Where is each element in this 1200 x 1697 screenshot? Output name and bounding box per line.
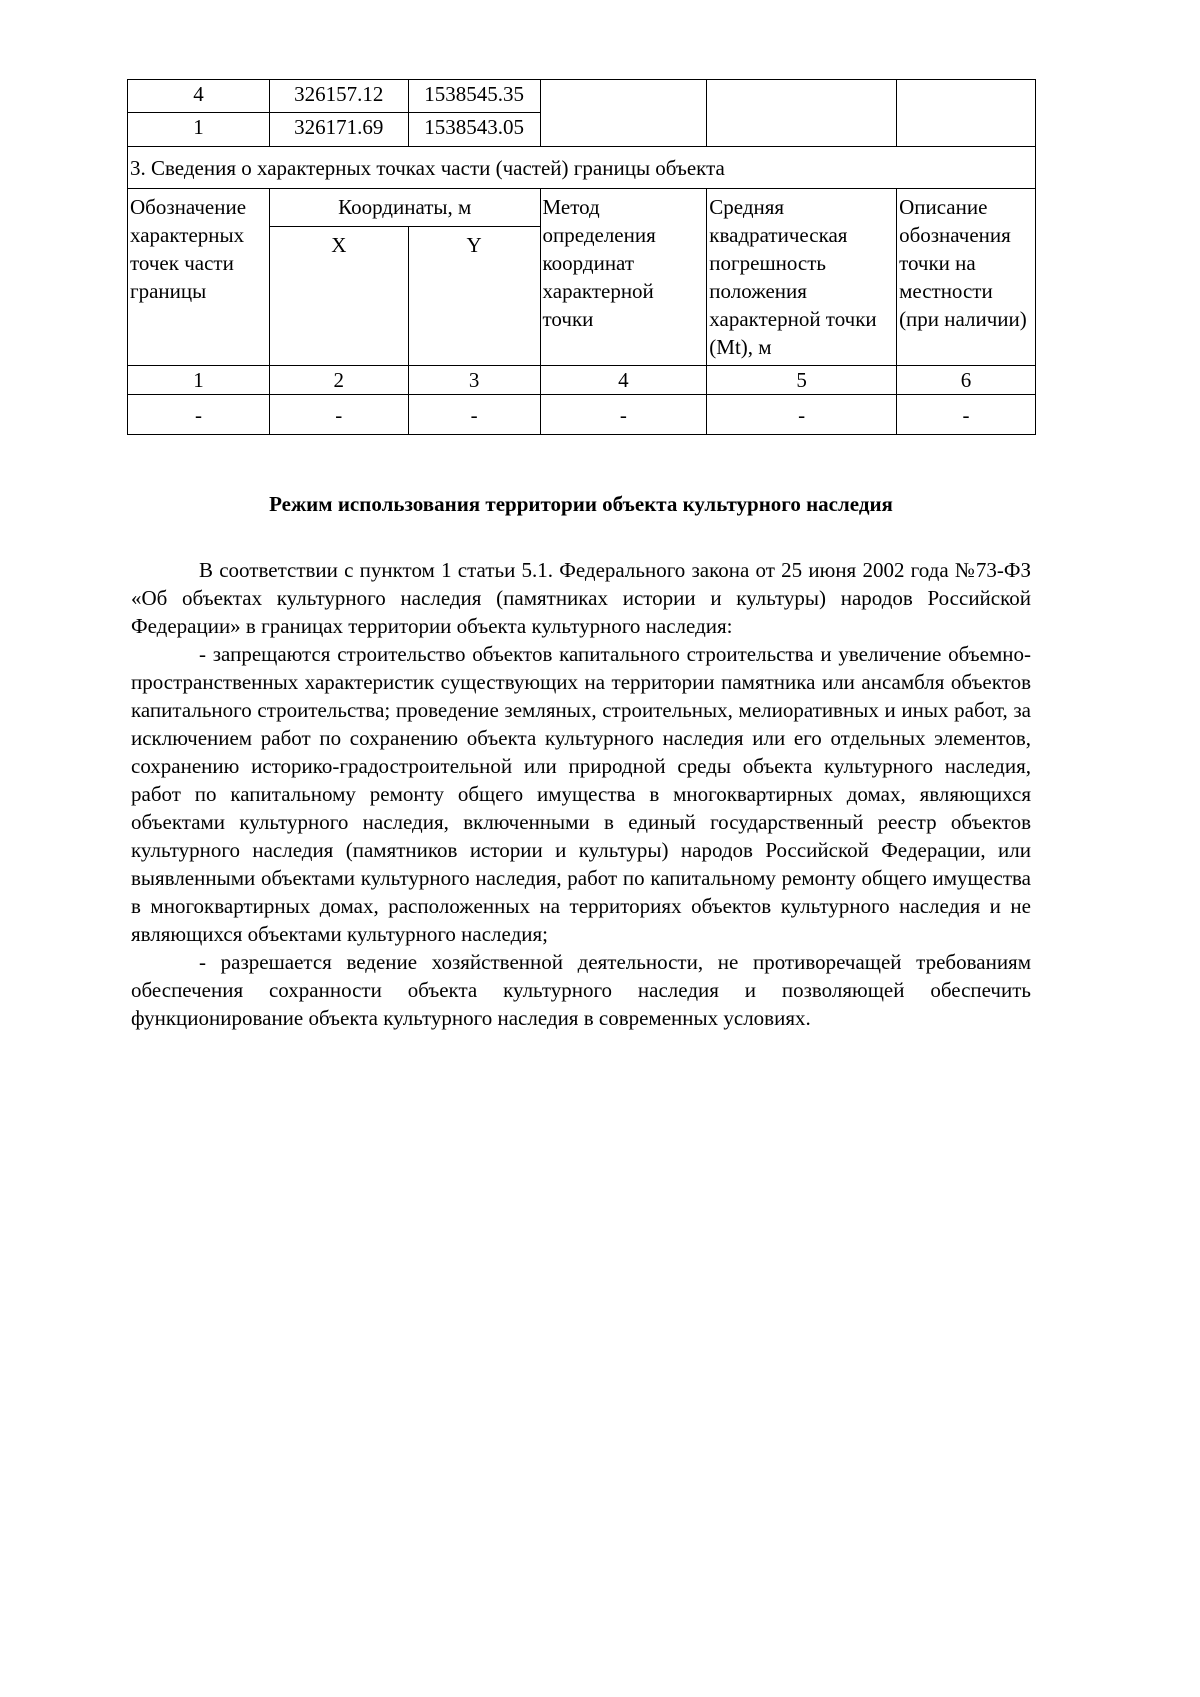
boundary-points-table: [127, 79, 1036, 435]
header-description: Описание обозначения точки на местности (при наличии): [897, 189, 1036, 366]
y-cell: 1538543.05: [408, 113, 540, 147]
empty-value: -: [408, 395, 540, 435]
empty-value: -: [269, 395, 408, 435]
paragraph: - запрещаются строительство объектов капитального строительства и увеличение объемно-пространственных характеристик существующих на территории памятника или ансамбля объектов капитального строительства; проведение земляных, строительных, мелиоративных и иных работ, за исключением работ по сохранению объекта культурного наследия или его отдельных элементов, сохранению историко-градостроительной или природной среды объекта культурного наследия, работ по капитальному ремонту общего имущества в многоквартирных домах, являющихся объектами культурного наследия, включенными в единый государственный реестр объектов культурного наследия (памятников истории и культуры) народов Российской Федерации, или выявленными объектами культурного наследия, работ по капитальному ремонту общего имущества в многоквартирных домах, расположенных на территориях объектов культурного наследия и не являющихся объектами культурного наследия;: [131, 642, 1031, 946]
y-cell: 1538545.35: [408, 80, 540, 113]
x-cell: 326157.12: [269, 80, 408, 113]
table-row: [128, 80, 1036, 113]
section-title: 3. Сведения о характерных точках части (частей) границы объекта: [128, 147, 1036, 189]
header-row: [128, 189, 1036, 227]
column-number: 3: [408, 366, 540, 395]
point-cell: 4: [128, 80, 270, 113]
regime-text: [131, 556, 1031, 1032]
header-point-designation: Обозначение характерных точек части границы: [128, 189, 270, 366]
paragraph: В соответствии с пунктом 1 статьи 5.1. Федерального закона от 25 июня 2002 года №73-ФЗ «Об объектах культурного наследия (памятниках истории и культуры) народов Российской Федерации» в границах территории объекта культурного наследия:: [131, 558, 1031, 638]
empty-value: -: [540, 395, 707, 435]
empty-cell: [897, 80, 1036, 147]
column-number: 5: [707, 366, 897, 395]
column-number: 6: [897, 366, 1036, 395]
column-numbers-row: [128, 366, 1036, 395]
section-title-row: [128, 147, 1036, 189]
column-number: 1: [128, 366, 270, 395]
empty-value: -: [897, 395, 1036, 435]
header-x: X: [269, 227, 408, 366]
empty-value: -: [707, 395, 897, 435]
regime-heading: Режим использования территории объекта культурного наследия: [269, 492, 893, 516]
empty-cell: [707, 80, 897, 147]
column-number: 4: [540, 366, 707, 395]
column-number: 2: [269, 366, 408, 395]
x-cell: 326171.69: [269, 113, 408, 147]
header-y: Y: [408, 227, 540, 366]
point-cell: 1: [128, 113, 270, 147]
empty-value: -: [128, 395, 270, 435]
header-error: Средняя квадратическая погрешность положения характерной точки (Mt), м: [707, 189, 897, 366]
header-coordinates: Координаты, м: [269, 189, 540, 227]
empty-cell: [540, 80, 707, 147]
header-method: Метод определения координат характерной точки: [540, 189, 707, 366]
table-row: [128, 395, 1036, 435]
paragraph: - разрешается ведение хозяйственной деятельности, не противоречащей требованиям обеспечения сохранности объекта культурного наследия и позволяющей обеспечить функционирование объекта культурного наследия в современных условиях.: [131, 950, 1031, 1030]
